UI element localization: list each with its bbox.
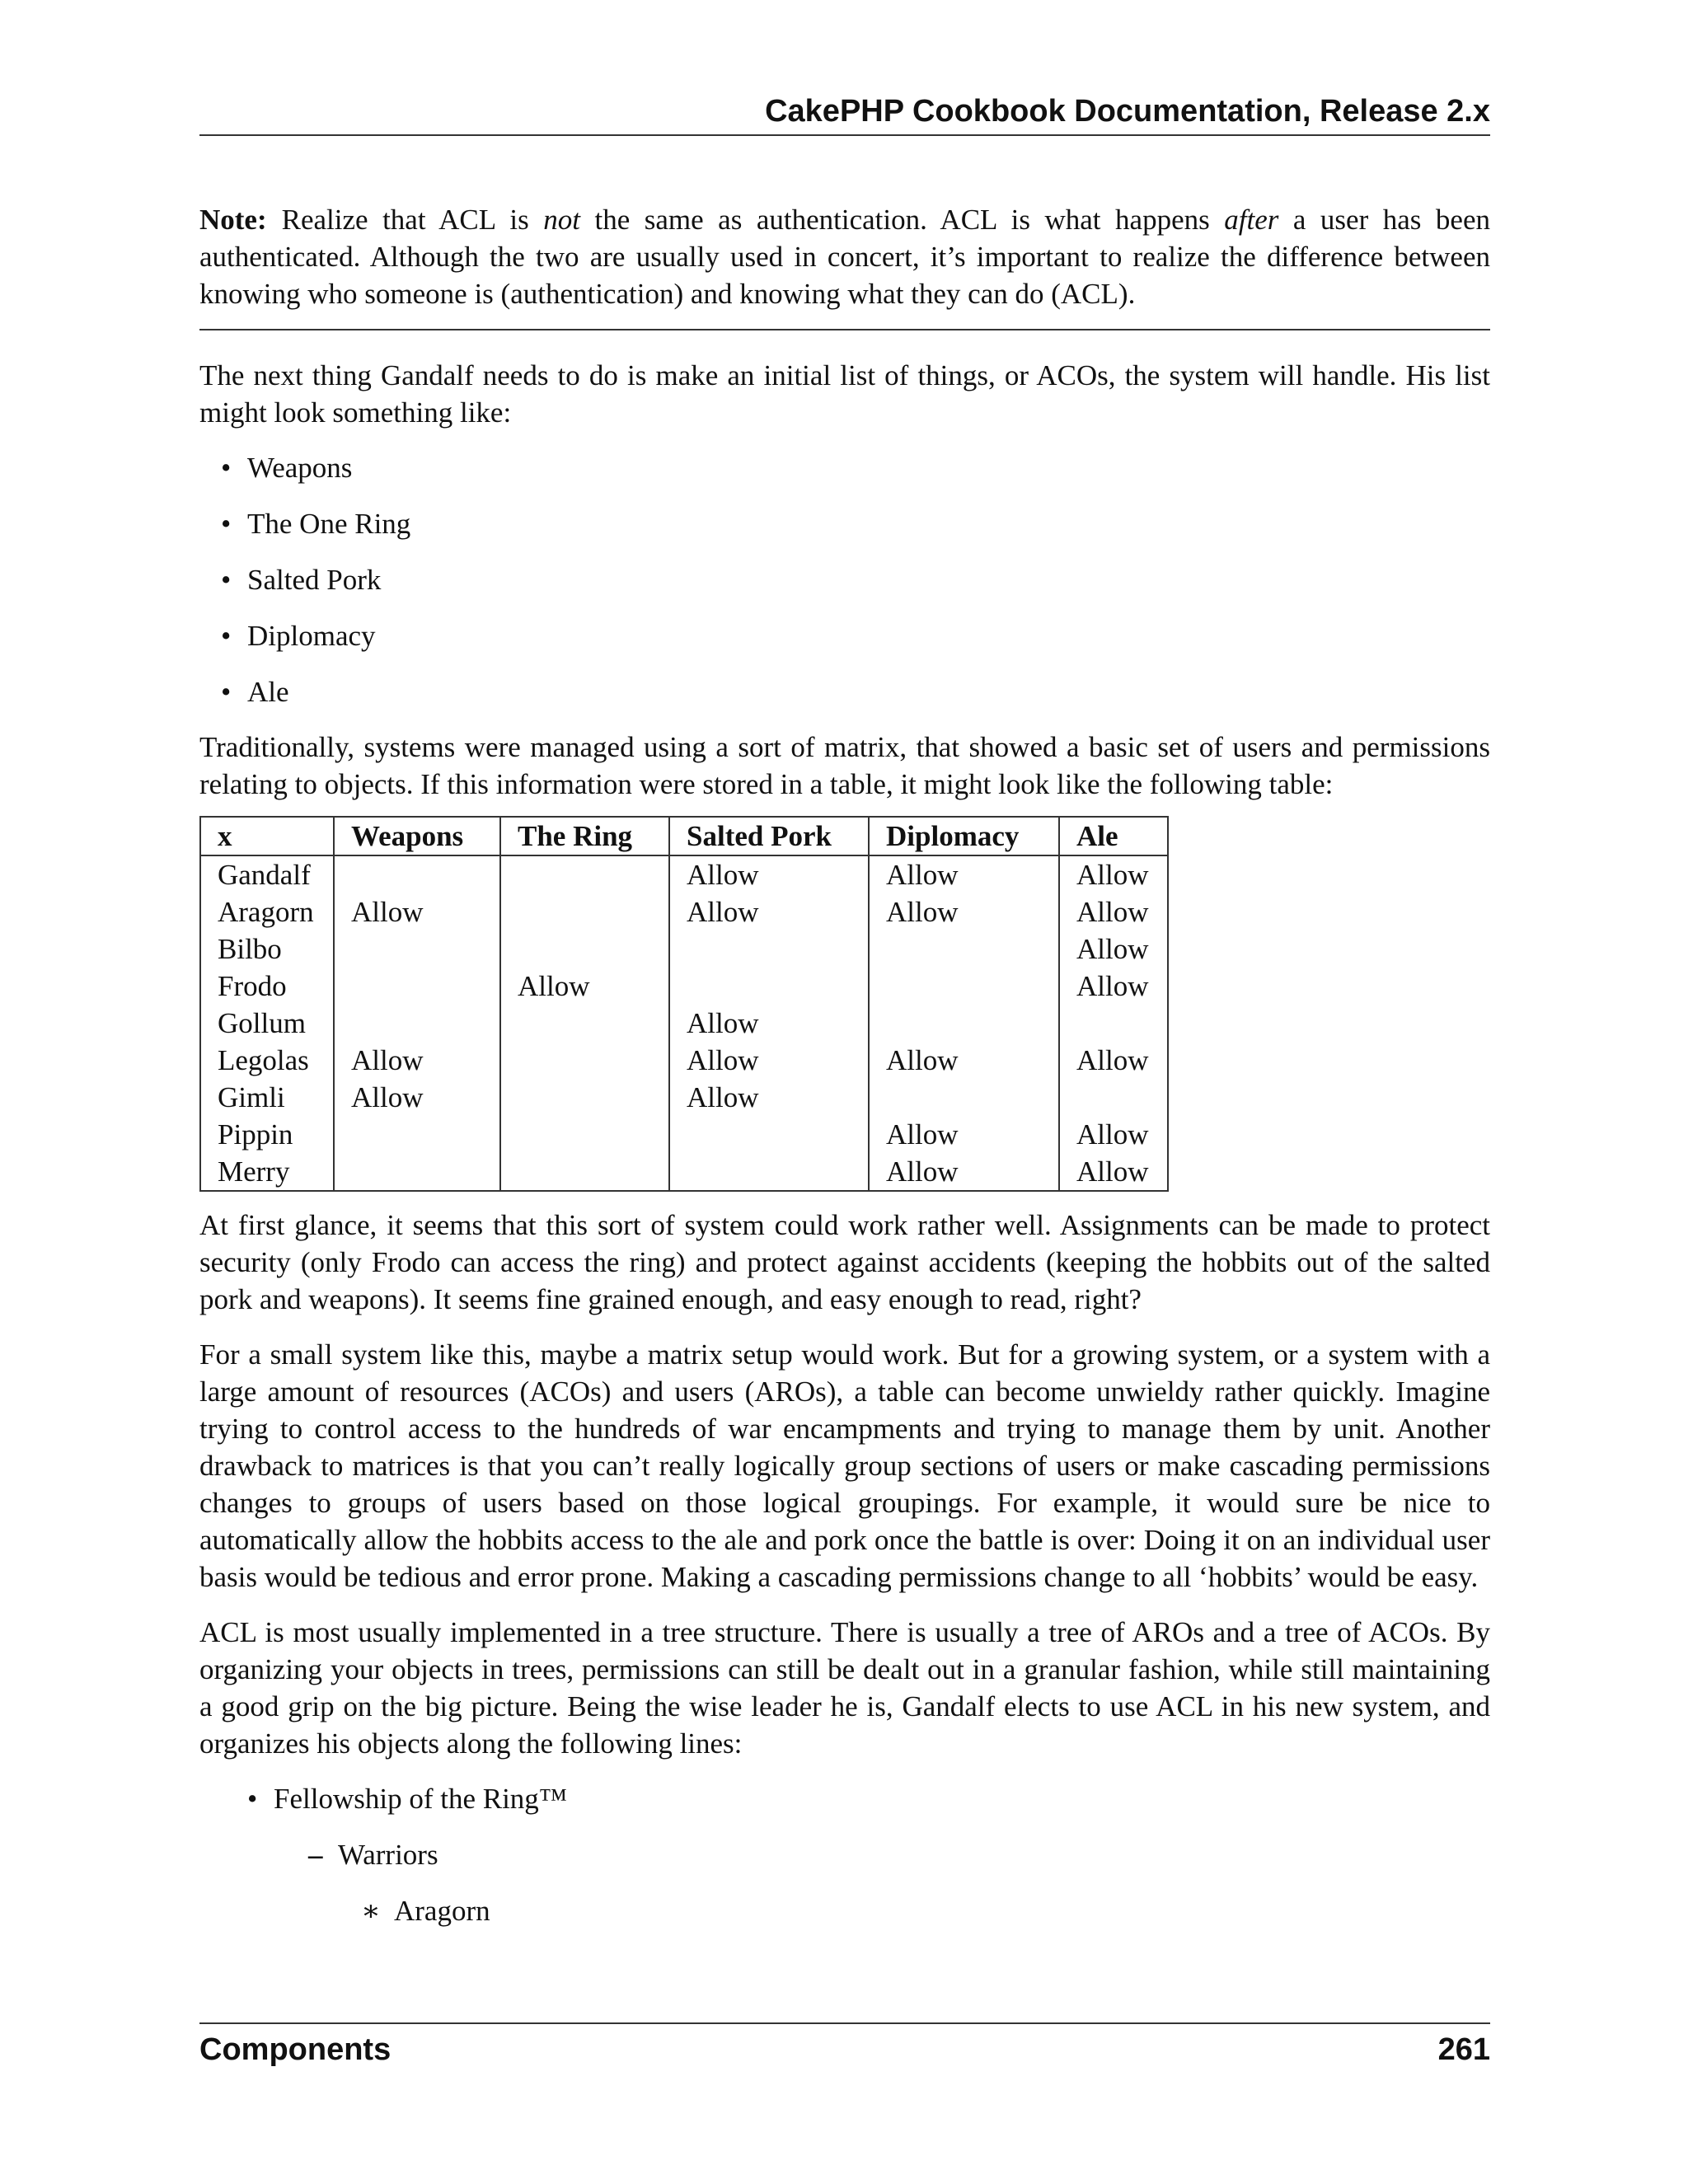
note-label: Note: [199,204,267,236]
tree-item-level-2 [199,1836,1490,1873]
list-item: • Ale [247,673,1490,710]
permission-cell: Allow [869,893,1059,930]
footer-section-title: Components [199,2032,392,2067]
permission-cell [334,1116,500,1153]
permission-cell: Allow [869,1042,1059,1079]
dash-icon: – [308,1839,323,1871]
aco-list [199,449,1490,710]
permission-cell: Allow [1059,855,1168,893]
permission-cell: Allow [1059,930,1168,968]
header-rule [199,134,1490,136]
list-item: • Diplomacy [247,617,1490,654]
permission-cell: Allow [669,1042,869,1079]
aco-tree-list [199,1780,1490,1929]
tree-paragraph: ACL is most usually implemented in a tree structure. There is usually a tree of AROs and a tree of ACOs. By organizing your objects in trees, permissions can still be dealt out in a granular fashion, while still maintaining a good grip on the big picture. Being the wise leader he is, Gandalf elects to use ACL in his new system, and organizes his objects along the following lines: [199,1616,1490,1760]
permission-cell [334,1005,500,1042]
permission-cell [334,855,500,893]
running-header: CakePHP Cookbook Documentation, Release 2.x [765,94,1490,129]
table-body [200,855,1168,1191]
matrix-intro-paragraph: Traditionally, systems were managed using a sort of matrix, that showed a basic set of users and permissions relating to objects. If this information were stored in a table, it might look like the following table: [199,731,1490,800]
page-number: 261 [1437,2032,1490,2067]
permission-cell: Allow [669,1005,869,1042]
intro-paragraph: The next thing Gandalf needs to do is make an initial list of things, or ACOs, the system will handle. His list might look something like: [199,359,1490,429]
permission-cell: Allow [869,1153,1059,1191]
bullet-icon: • [221,620,232,652]
column-header: The Ring [500,817,669,855]
row-user-cell: Merry [200,1153,334,1191]
tree-item-label: Warriors [338,1839,438,1871]
permission-cell: Allow [869,855,1059,893]
table-row [200,1079,1168,1116]
permission-cell: Allow [1059,1153,1168,1191]
row-user-cell: Legolas [200,1042,334,1079]
column-header: Ale [1059,817,1168,855]
permission-cell: Allow [669,855,869,893]
bullet-icon: • [221,452,232,484]
note-text-1: Realize that ACL is [281,204,544,236]
row-user-cell: Pippin [200,1116,334,1153]
permission-cell [500,855,669,893]
row-user-cell: Gollum [200,1005,334,1042]
permission-cell: Allow [334,1079,500,1116]
footer-rule [199,2022,1490,2024]
permission-cell: Allow [669,893,869,930]
table-row [200,893,1168,930]
table-row [200,1153,1168,1191]
row-user-cell: Gimli [200,1079,334,1116]
list-item: • Weapons [247,449,1490,486]
permission-cell [500,1116,669,1153]
table-row [200,968,1168,1005]
permission-cell [334,1153,500,1191]
bullet-icon: • [247,1783,258,1815]
permission-cell: Allow [500,968,669,1005]
permission-cell [1059,1005,1168,1042]
row-user-cell: Aragorn [200,893,334,930]
permission-cell [669,930,869,968]
permission-cell [869,1079,1059,1116]
permission-cell [334,930,500,968]
permission-cell [334,968,500,1005]
small-system-paragraph: For a small system like this, maybe a matrix setup would work. But for a growing system, or a system with a large amount of resources (ACOs) and users (AROs), a table can become unwieldy rather quickly. Imagine trying to control access to the hundreds of war encampments and trying to manage them by unit. Another drawback to matrices is that you can’t really logically group sections of users or make cascading permissions changes to groups of users based on those logical groupings. For example, it would sure be nice to automatically allow the hobbits access to the ale and pork once the battle is over: Doing it on an individual user basis would be tedious and error prone. Making a cascading permissions change to all ‘hobbits’ would be easy. [199,1338,1490,1593]
table-row [200,930,1168,968]
permission-cell: Allow [334,893,500,930]
permission-cell [869,1005,1059,1042]
row-user-cell: Frodo [200,968,334,1005]
tree-item-label: Fellowship of the Ring™ [274,1783,568,1815]
row-user-cell: Bilbo [200,930,334,968]
permission-cell [669,1116,869,1153]
permission-cell [669,968,869,1005]
permission-cell [869,968,1059,1005]
list-item: • The One Ring [247,505,1490,542]
bullet-icon: • [221,564,232,596]
first-glance-paragraph: At first glance, it seems that this sort of system could work rather well. Assignments can be made to protect security (only Frodo can access the ring) and protect against accidents (keeping the hobbits out of the salted pork and weapons). It seems fine grained enough, and easy enough to read, right? [199,1209,1490,1315]
permission-cell: Allow [1059,1116,1168,1153]
note-text-3: a user has been authenticated. Although the two are usually used in concert, it’s important to realize the difference between knowing who someone is (authentication) and knowing what they can do (ACL). [199,204,1491,310]
permission-cell [500,1005,669,1042]
permission-cell: Allow [1059,1042,1168,1079]
bullet-icon: • [221,508,232,540]
column-header: x [200,817,334,855]
tree-item-level-3 [199,1892,1490,1929]
permission-cell [500,893,669,930]
note-text-2: the same as authentication. ACL is what happens [579,204,1225,236]
permission-cell: Allow [1059,893,1168,930]
permission-cell [500,1042,669,1079]
bullet-icon: • [221,676,232,708]
table-row [200,855,1168,893]
permission-cell: Allow [1059,968,1168,1005]
note-text [199,201,1490,312]
table-row [200,1042,1168,1079]
list-item: • Salted Pork [247,561,1490,598]
note-emphasis-not: not [543,204,580,236]
note-box [199,201,1490,330]
column-header: Salted Pork [669,817,869,855]
tree-item-level-1 [199,1780,1490,1817]
note-emphasis-after: after [1224,204,1279,236]
permission-cell [669,1153,869,1191]
permissions-matrix-table [199,816,1169,1192]
permission-cell [1059,1079,1168,1116]
permission-cell [869,930,1059,968]
page-body [199,201,1490,1948]
table-header-row [200,817,1168,855]
asterisk-icon: ∗ [361,1895,381,1927]
permission-cell: Allow [669,1079,869,1116]
table-row [200,1005,1168,1042]
table-row [200,1116,1168,1153]
tree-item-label: Aragorn [394,1895,490,1927]
row-user-cell: Gandalf [200,855,334,893]
column-header: Weapons [334,817,500,855]
column-header: Diplomacy [869,817,1059,855]
permission-cell: Allow [334,1042,500,1079]
permission-cell [500,1153,669,1191]
permission-cell [500,930,669,968]
permission-cell [500,1079,669,1116]
permission-cell: Allow [869,1116,1059,1153]
